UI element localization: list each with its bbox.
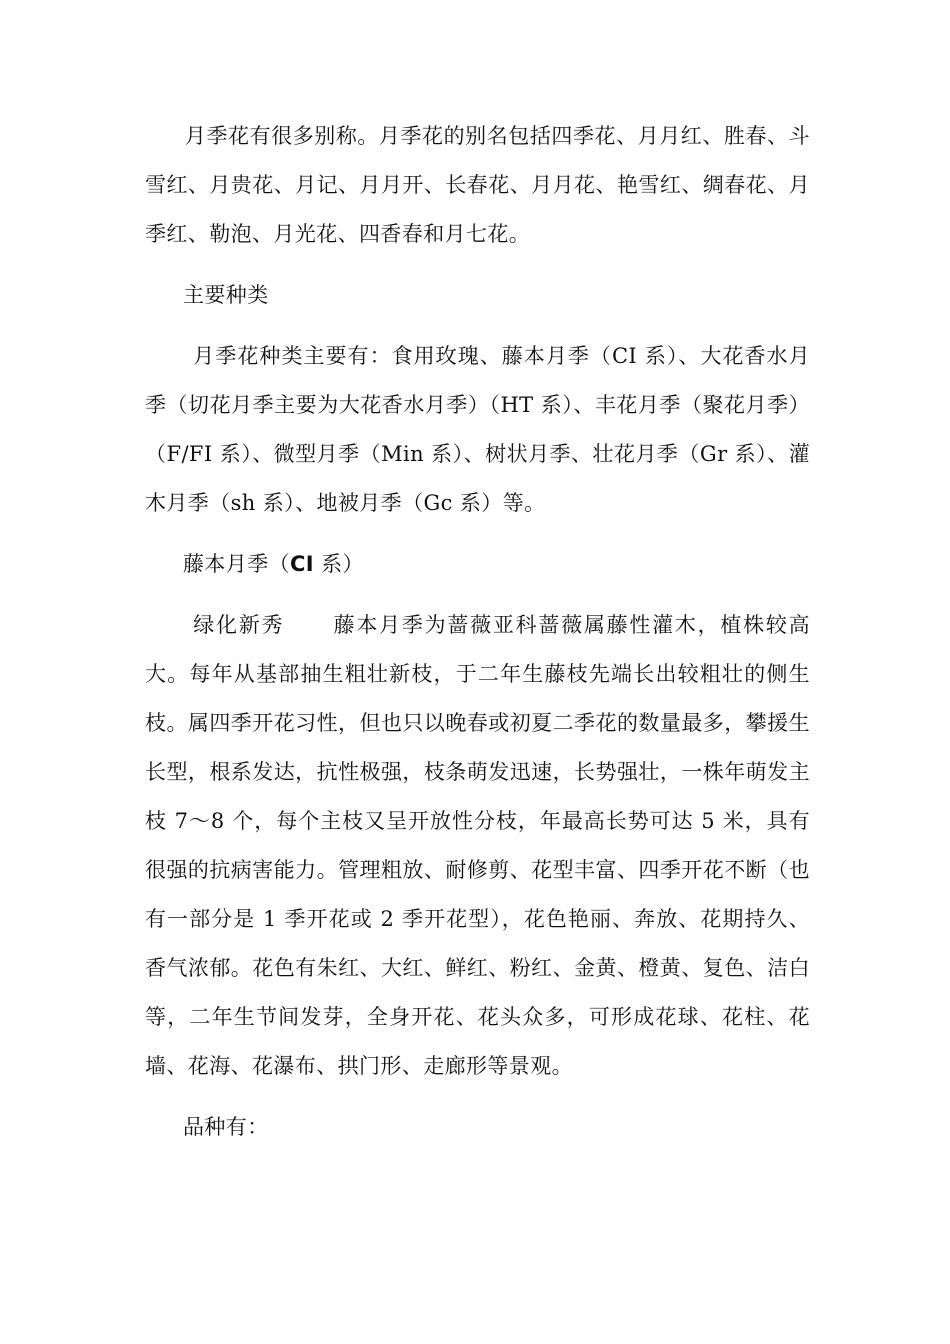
document-body <box>145 112 810 1152</box>
paragraph-spacer <box>145 320 810 332</box>
climbing-body: 藤本月季为蔷薇亚科蔷薇属藤性灌木，植株较高大。每年从基部抽生粗壮新枝，于二年生藤枝先端长出较粗壮的侧生枝。属四季开花习性，但也只以晚春或初夏二季花的数量最多，攀援生长型，根系发达，抗性极强，枝条萌发迅速，长势强壮，一株年萌发主枝 7～8 个，每个主枝又呈开放性分枝，年最高长势可达 5 米，具有很强的抗病害能力。管理粗放、耐修剪、花型丰富、四季开花不断（也有一部分是 1 季开花或 2 季开花型），花色艳丽、奔放、花期持久、香气浓郁。花色有朱红、大红、鲜红、粉红、金黄、橙黄、复色、洁白等，二年生节间发芽，全身开花、花头众多，可形成花球、花柱、花墙、花海、花瀑布、拱门形、走廊形等景观。 <box>145 613 810 1078</box>
paragraph-spacer <box>145 589 810 601</box>
paragraph-spacer <box>145 1091 810 1103</box>
varieties-label: 品种有： <box>183 1115 269 1139</box>
types-paragraph: 月季花种类主要有：食用玫瑰、藤本月季（CI 系）、大花香水月季（切花月季主要为大花香水月季）（HT 系）、丰花月季（聚花月季）（F/FI 系）、微型月季（Min 系）、树状月季、壮花月季（Gr 系）、灌木月季（sh 系）、地被月季（Gc 系）等。 <box>145 344 810 515</box>
climbing-lead: 绿化新秀 <box>193 613 285 637</box>
paragraph-spacer <box>145 259 810 271</box>
heading-climbing-prefix: 藤本月季（ <box>183 552 290 576</box>
paragraph-spacer <box>145 528 810 540</box>
heading-main-types: 主要种类 <box>183 283 269 307</box>
heading-climbing-rose <box>145 540 810 589</box>
intro-paragraph: 月季花有很多别称。月季花的别名包括四季花、月月红、胜春、斗雪红、月贵花、月记、月月开、长春花、月月花、艳雪红、绸春花、月季红、勒泡、月光花、四香春和月七花。 <box>145 124 810 246</box>
heading-climbing-suffix: 系） <box>314 552 364 576</box>
climbing-paragraph <box>145 601 810 1091</box>
heading-climbing-code: CI <box>290 552 315 576</box>
